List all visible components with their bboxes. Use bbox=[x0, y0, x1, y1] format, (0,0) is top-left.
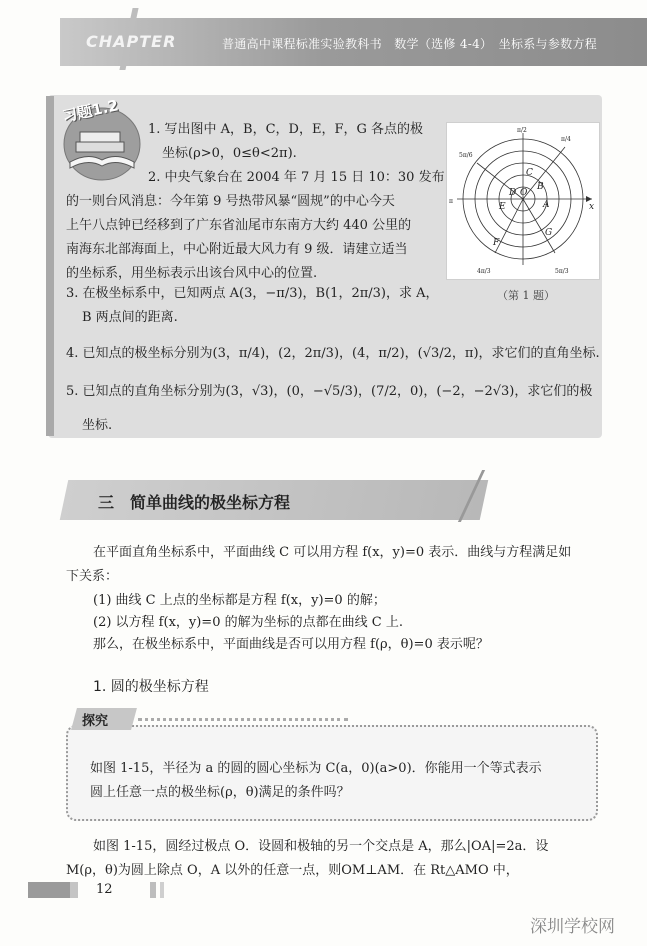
polar-grid-figure bbox=[446, 122, 600, 280]
angle-label: π bbox=[449, 198, 453, 205]
angle-label: 4π/3 bbox=[477, 268, 491, 275]
point-label-G: G bbox=[545, 228, 553, 238]
intro-line3: (1) 曲线 C 上点的坐标都是方程 f(x，y)=0 的解； bbox=[93, 593, 386, 608]
exercise-q2-line2: 的一则台风消息：今年第 9 号热带风暴“圆规”的中心今天 bbox=[66, 194, 395, 209]
point-label-O: O bbox=[520, 188, 528, 198]
page-number: 12 bbox=[96, 882, 113, 897]
angle-label: π/4 bbox=[561, 136, 571, 143]
intro-line4: (2) 以方程 f(x，y)=0 的解为坐标的点都在曲线 C 上. bbox=[93, 615, 403, 630]
exercise-badge-label: 习题1.2 bbox=[60, 96, 120, 126]
footer-bar bbox=[70, 882, 78, 898]
watermark: 深圳学校网 bbox=[530, 917, 615, 937]
book-title: 普通高中课程标准实验教科书 数学（选修 4-4） 坐标系与参数方程 bbox=[222, 37, 598, 51]
intro-line5: 那么，在极坐标系中，平面曲线是否可以用方程 f(ρ，θ)=0 表示呢？ bbox=[93, 637, 489, 652]
point-label-E: E bbox=[499, 202, 506, 212]
exercise-q2-line1: 2. 中央气象台在 2004 年 7 月 15 日 10：30 发布 bbox=[148, 170, 445, 185]
point-label-C: C bbox=[526, 168, 533, 178]
exercise-box-edge bbox=[46, 96, 54, 436]
exercise-q3-line2: B 两点间的距离. bbox=[82, 310, 178, 325]
subsection-heading: 1. 圆的极坐标方程 bbox=[93, 679, 209, 695]
footer-bar bbox=[28, 882, 70, 898]
closing-line1: 如图 1-15，圆经过极点 O．设圆和极轴的另一个交点是 A，那么|OA|=2a．设 bbox=[93, 839, 549, 854]
footer-bar bbox=[160, 882, 164, 898]
exercise-q2-line3: 上午八点钟已经移到了广东省汕尾市东南方大约 440 公里的 bbox=[66, 218, 412, 233]
section-title: 简单曲线的极坐标方程 bbox=[130, 493, 291, 512]
exercise-q3-line1: 3. 在极坐标系中，已知两点 A(3，−π/3)，B(1，2π/3)，求 A， bbox=[66, 286, 439, 301]
explore-dotted-decoration bbox=[138, 718, 348, 725]
explore-label: 探究 bbox=[82, 714, 109, 729]
ray-5pi-3 bbox=[523, 199, 555, 253]
footer-bar bbox=[150, 882, 156, 898]
exercise-q5-line1: 5. 已知点的直角坐标分别为(3，√3)，(0，−√5/3)，(7/2，0)，(−2，−2√3)，求它们的极 bbox=[66, 384, 593, 399]
exercise-q4: 4. 已知点的极坐标分别为(3，π/4)，(2，2π/3)，(4，π/2)，(√3/2，π)，求它们的直角坐标. bbox=[66, 346, 600, 361]
angle-label: 5π/3 bbox=[555, 268, 569, 275]
point-label-F: F bbox=[493, 238, 500, 248]
chapter-label: CHAPTER bbox=[86, 32, 177, 51]
exercise-q5-line2: 坐标. bbox=[82, 418, 113, 433]
intro-line2: 下关系： bbox=[66, 569, 119, 584]
exercise-q2-line5: 的坐标系，用坐标表示出该台风中心的位置. bbox=[66, 266, 318, 281]
exercise-q1-line1: 1. 写出图中 A，B，C，D，E，F，G 各点的极 bbox=[148, 122, 424, 137]
intro-line1: 在平面直角坐标系中，平面曲线 C 可以用方程 f(x，y)=0 表示．曲线与方程满足如 bbox=[93, 545, 572, 560]
angle-label: 5π/6 bbox=[459, 152, 473, 159]
point-label-B: B bbox=[537, 182, 544, 192]
point-label-A: A bbox=[543, 200, 550, 210]
explore-line2: 圆上任意一点的极坐标(ρ，θ)满足的条件吗？ bbox=[90, 785, 350, 800]
section-number: 三 bbox=[98, 493, 115, 512]
closing-line2: M(ρ，θ)为圆上除点 O，A 以外的任意一点，则OM⊥AM．在 Rt△AMO 中， bbox=[66, 863, 519, 878]
exercise-q2-line4: 南海东北部海面上，中心附近最大风力有 9 级．请建立适当 bbox=[66, 242, 408, 257]
angle-label: π/2 bbox=[517, 127, 527, 134]
exercise-q1-line2: 坐标(ρ>0，0≤θ<2π). bbox=[162, 146, 297, 161]
point-label-D: D bbox=[509, 188, 517, 198]
explore-line1: 如图 1-15，半径为 a 的圆的圆心坐标为 C(a，0)(a>0)．你能用一个等式表示 bbox=[90, 761, 542, 776]
axis-label-x: x bbox=[589, 202, 595, 212]
figure-caption: （第 1 题） bbox=[497, 289, 555, 302]
